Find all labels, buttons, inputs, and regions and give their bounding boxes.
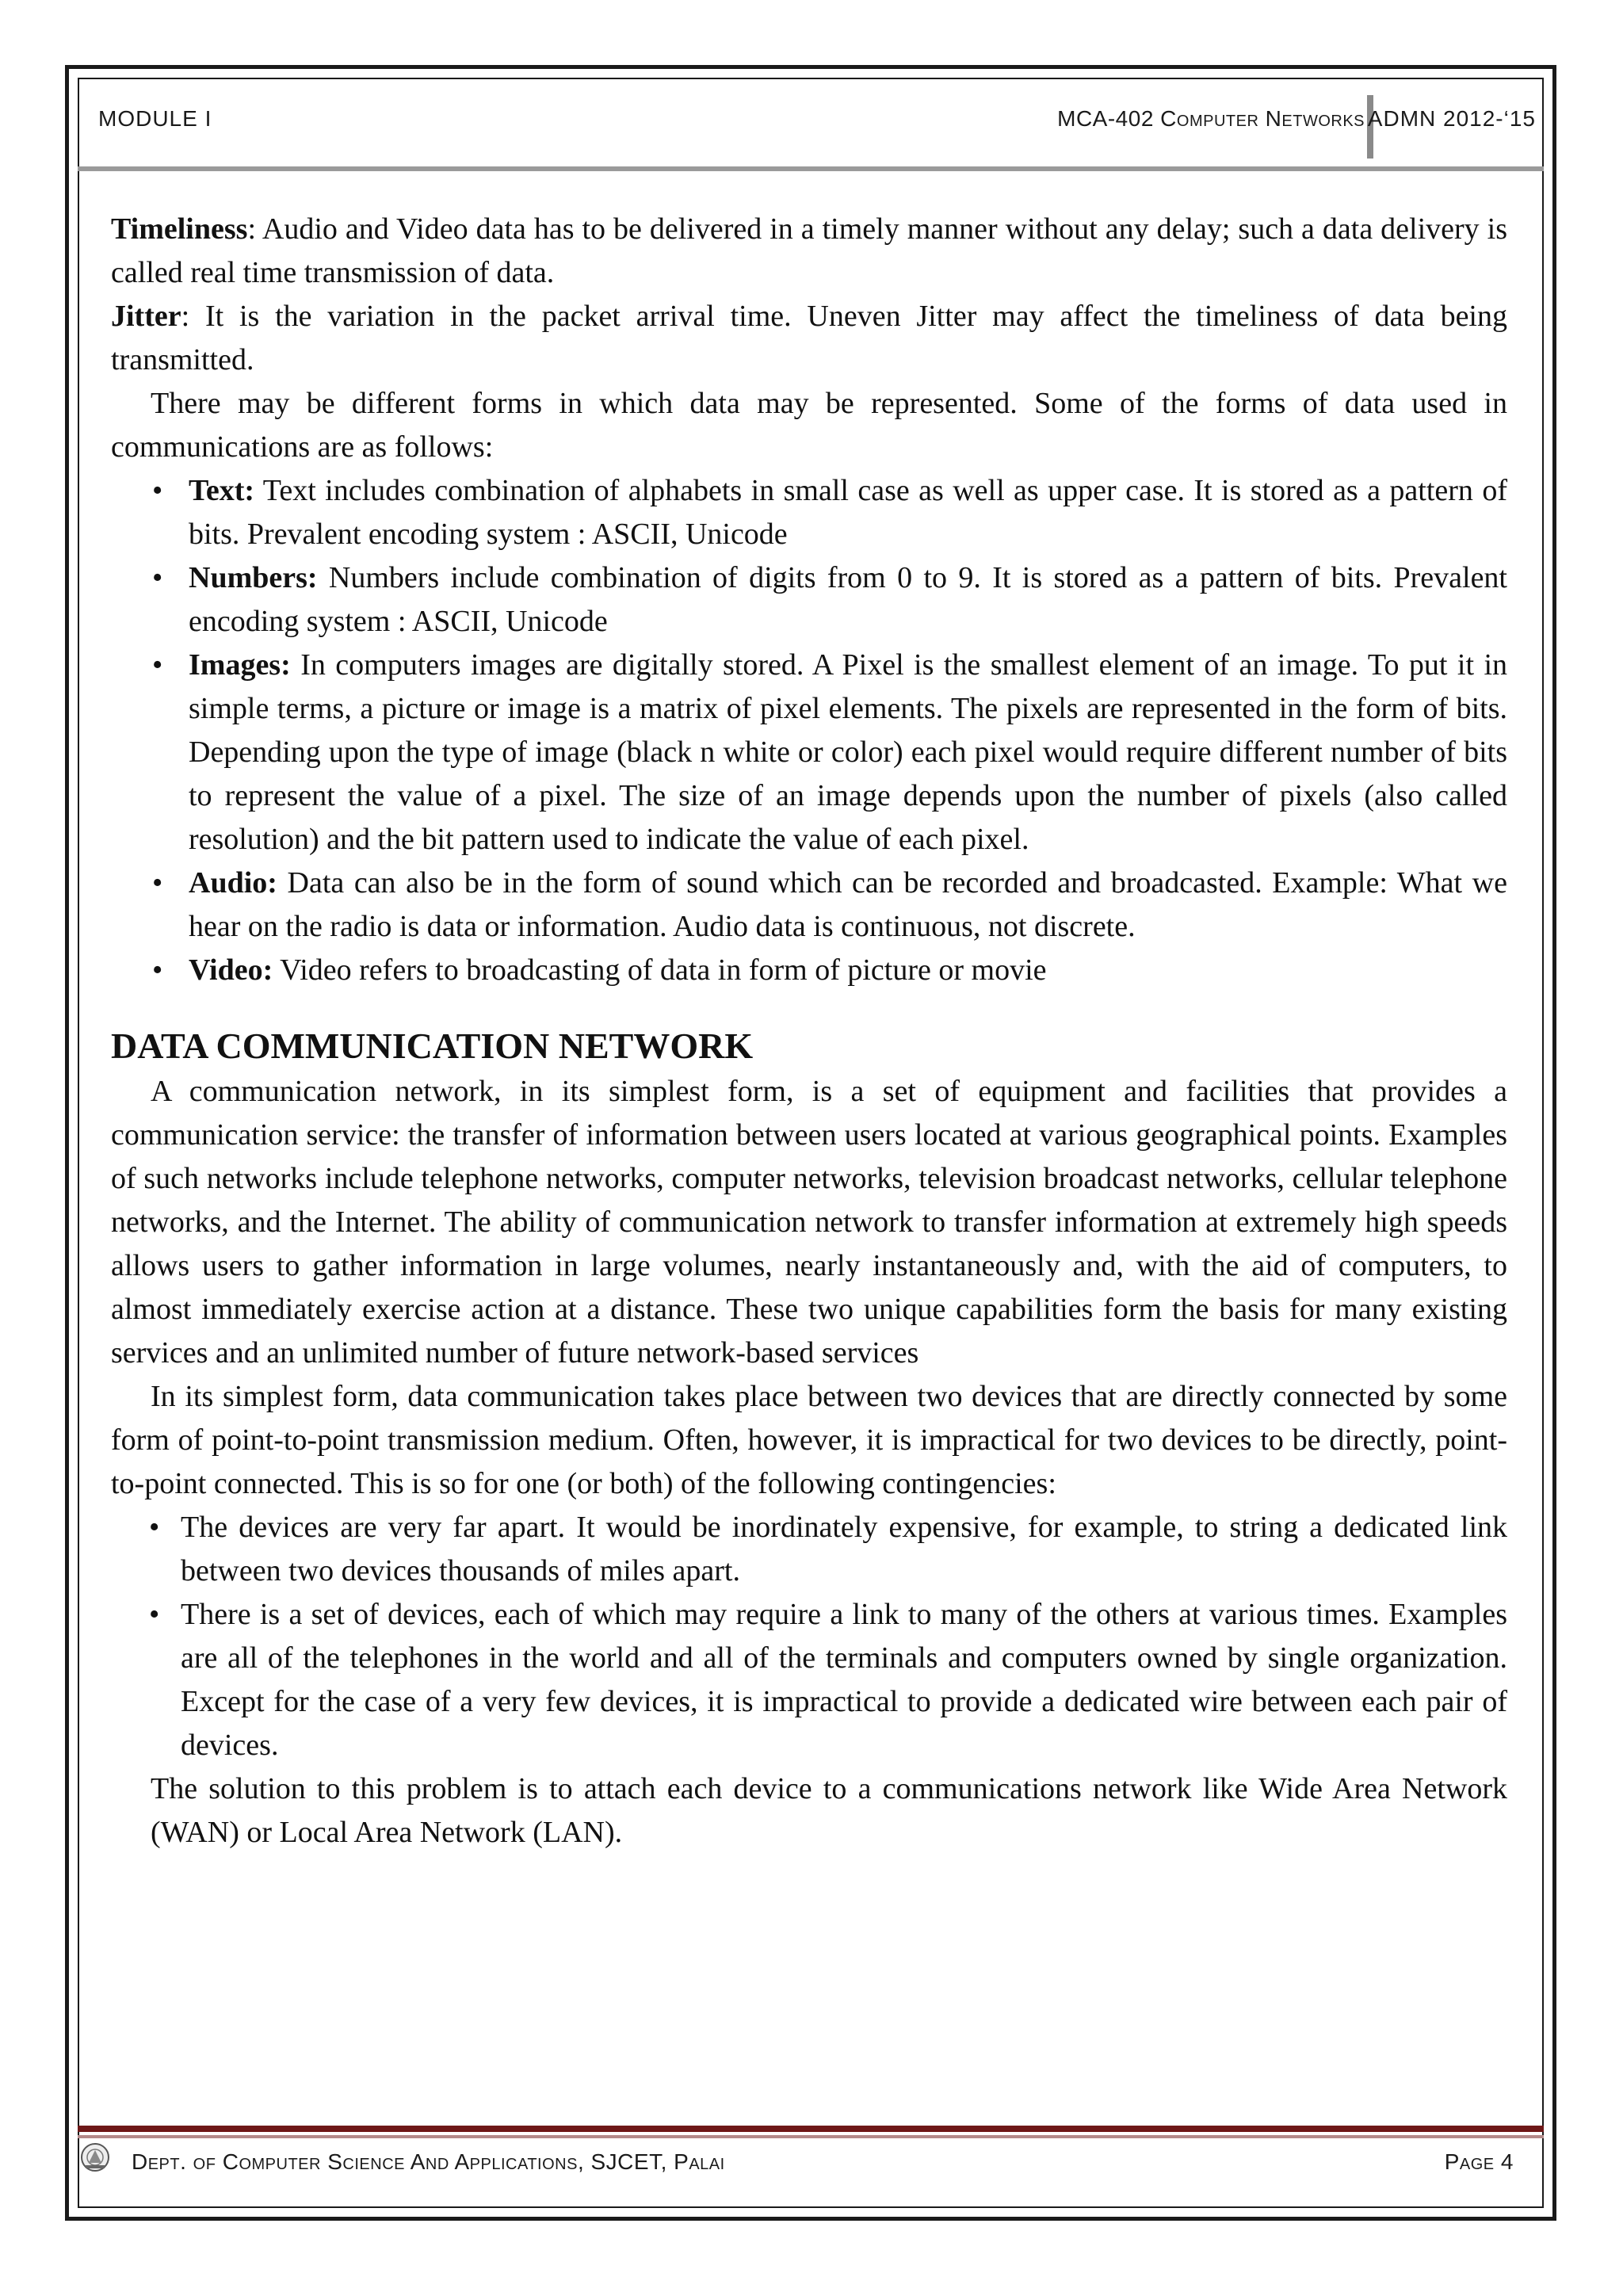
jitter-paragraph (111, 295, 1507, 382)
form-text: Numbers include combination of digits from 0 to 9. It is stored as a pattern of bits. Prevalent encoding system : ASCII, Unicode (189, 561, 1507, 638)
footer-rule (78, 2126, 1544, 2132)
form-term: Video: (189, 953, 273, 987)
bullet-icon: • (149, 1598, 160, 1631)
list-item (111, 1593, 1507, 1767)
list-item (111, 949, 1507, 992)
form-term: Images: (189, 648, 291, 682)
page-number: Page 4 (1444, 2149, 1514, 2174)
contingency-text: The devices are very far apart. It would be inordinately expensive, for example, to string a dedicated link between two devices thousands of miles apart. (181, 1511, 1507, 1587)
form-text: Video refers to broadcasting of data in form of picture or movie (273, 953, 1047, 987)
form-term: Numbers: (189, 561, 318, 594)
list-item (111, 861, 1507, 949)
list-item (111, 644, 1507, 861)
page-content (111, 208, 1507, 1855)
list-item (111, 1506, 1507, 1593)
data-forms-list (111, 469, 1507, 992)
list-item (111, 469, 1507, 556)
network-paragraph-2: In its simplest form, data communication takes place between two devices that are directly connected by some form of point-to-point transmission medium. Often, however, it is impractical for two devices to be directly, point-to-point connected. This is so for one (or both) of the following contingencies: (111, 1380, 1507, 1500)
bullet-icon: • (152, 648, 163, 682)
network-paragraph-1: A communication network, in its simplest form, is a set of equipment and facilities that provides a communication service: the transfer of information between users located at various geographical points. Examples of such networks include telephone networks, computer networks, television broadcast networks, cellular telephone networks, and the Internet. The ability of communication network to transfer information at extremely high speeds allows users to gather information in large volumes, nearly instantaneously and, with the aid of computers, to almost immediately exercise action at a distance. These two unique capabilities form the basis for many existing services and an unlimited number of future network-based services (111, 1075, 1507, 1370)
header-rule (78, 166, 1544, 171)
page-header (78, 78, 1544, 171)
solution-paragraph: The solution to this problem is to attach each device to a communications network like Wide Area Network (WAN) or Local Area Network (LAN). (151, 1772, 1507, 1849)
bullet-icon: • (149, 1511, 160, 1544)
footer-department: Dept. of Computer Science And Applications, SJCET, Palai (132, 2149, 725, 2174)
bullet-icon: • (152, 953, 163, 987)
header-module: MODULE I (98, 106, 212, 131)
contingencies-list (111, 1506, 1507, 1767)
bullet-icon: • (152, 561, 163, 594)
form-text: In computers images are digitally stored. A Pixel is the smallest element of an image. To put it in simple terms, a picture or image is a matrix of pixel elements. The pixels are represented in the form of bits. Depending upon the type of image (black n white or color) each pixel would require different number of bits to represent the value of a pixel. The size of an image depends upon the number of pixels (also called resolution) and the bit pattern used to indicate the value of each pixel. (189, 648, 1507, 856)
contingency-text: There is a set of devices, each of which may require a link to many of the others at various times. Examples are all of the telephones in the world and all of the terminals and computers owned by single organization. Except for the case of a very few devices, it is impractical to provide a dedicated wire between each pair of devices. (181, 1598, 1507, 1762)
form-text: Data can also be in the form of sound which can be recorded and broadcasted. Example: What we hear on the radio is data or information. Audio data is continuous, not discrete. (189, 866, 1507, 943)
bullet-icon: • (152, 866, 163, 900)
header-course: MCA-402 Computer Networks (1057, 106, 1365, 131)
footer-rule-secondary (78, 2135, 1544, 2138)
form-term: Text: (189, 474, 255, 507)
timeliness-paragraph (111, 208, 1507, 295)
timeliness-text: : Audio and Video data has to be delivered in a timely manner without any delay; such a data delivery is called real time transmission of data. (111, 212, 1507, 289)
jitter-text: : It is the variation in the packet arrival time. Uneven Jitter may affect the timeliness of data being transmitted. (111, 300, 1507, 376)
form-text: Text includes combination of alphabets in small case as well as upper case. It is stored as a pattern of bits. Prevalent encoding system : ASCII, Unicode (189, 474, 1507, 551)
forms-intro: There may be different forms in which data may be represented. Some of the forms of data used in communications are as follows: (111, 387, 1507, 464)
college-emblem-icon (79, 2141, 111, 2173)
jitter-term: Jitter (111, 300, 181, 333)
bullet-icon: • (152, 474, 163, 507)
section-heading: DATA COMMUNICATION NETWORK (111, 1026, 754, 1066)
timeliness-term: Timeliness (111, 212, 248, 246)
form-term: Audio: (189, 866, 277, 900)
list-item (111, 556, 1507, 644)
header-admission: ADMN 2012-‘15 (1367, 106, 1536, 131)
